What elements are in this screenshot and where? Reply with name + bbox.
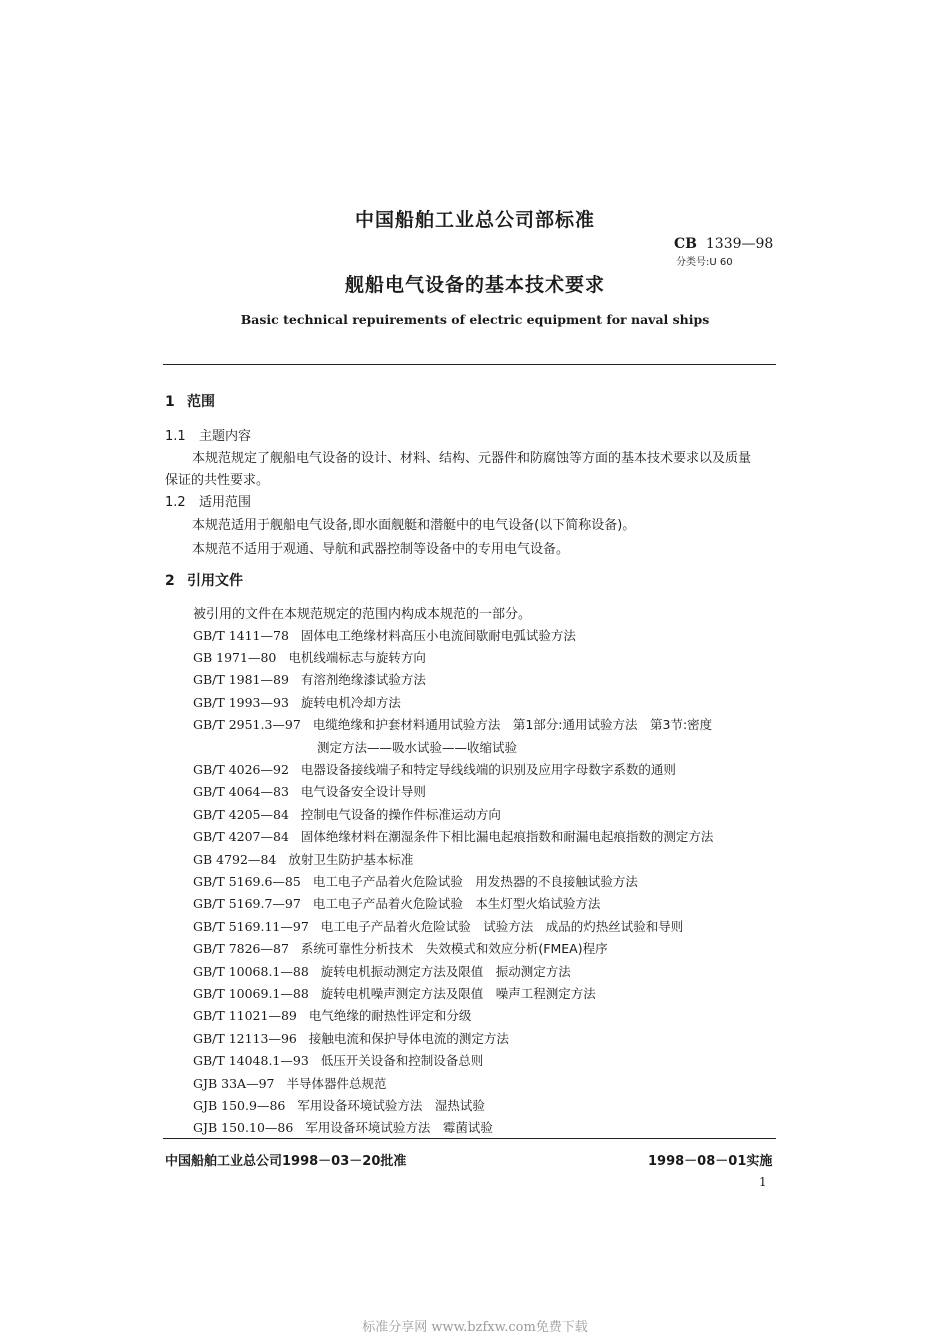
section-2-intro: 被引用的文件在本规范规定的范围内构成本规范的一部分。 (193, 607, 532, 622)
section-1-1-para-line1: 本规范规定了舰船电气设备的设计、材料、结构、元器件和防腐蚀等方面的基本技术要求以及质量 (192, 451, 752, 466)
section-1-1-number: 1.1 (165, 429, 186, 444)
ref-item (193, 782, 426, 800)
section-1-2-para1: 本规范适用于舰船电气设备,即水面舰艇和潜艇中的电气设备(以下简称设备)。 (192, 518, 636, 533)
ref-item (193, 1029, 509, 1047)
ref-code: GB/T 10068.1—88 (193, 964, 309, 979)
ref-code: GB/T 4205—84 (193, 807, 289, 822)
header-rule (163, 364, 776, 365)
section-1-2-title: 适用范围 (199, 495, 252, 510)
ref-title: 旋转电机冷却方法 (300, 695, 401, 710)
ref-title: 电工电子产品着火危险试验 试验方法 成品的灼热丝试验和导则 (320, 919, 684, 934)
ref-item (193, 827, 713, 845)
section-1-1-para-line2: 保证的共性要求。 (165, 473, 270, 488)
ref-title: 军用设备环境试验方法 湿热试验 (297, 1098, 485, 1113)
ref-title: 电工电子产品着火危险试验 本生灯型火焰试验方法 (312, 896, 601, 911)
ref-code: GB 4792—84 (193, 852, 277, 867)
section-1-number: 1 (165, 394, 175, 410)
ref-item (193, 894, 600, 912)
ref-item (193, 872, 638, 890)
ref-code: GB/T 1993—93 (193, 695, 289, 710)
ref-code: GB/T 14048.1—93 (193, 1053, 309, 1068)
standard-code-number: 1339—98 (705, 236, 774, 252)
ref-item (193, 626, 576, 644)
ref-title: 放射卫生防护基本标准 (288, 852, 414, 867)
ref-code: GJB 150.10—86 (193, 1120, 294, 1135)
ref-title: 电工电子产品着火危险试验 用发热器的不良接触试验方法 (312, 874, 638, 889)
section-2-heading (165, 570, 243, 590)
ref-title: 电气设备安全设计导则 (300, 784, 426, 799)
ref-item (193, 962, 571, 980)
ref-title: 电气绝缘的耐热性评定和分级 (308, 1008, 472, 1023)
ref-item (193, 984, 596, 1002)
ref-code: GB/T 5169.11—97 (193, 919, 309, 934)
ref-code: GB/T 10069.1—88 (193, 986, 309, 1001)
ref-code: GB/T 11021—89 (193, 1008, 297, 1023)
implementation-date: 1998－08－01实施 (648, 1154, 773, 1169)
ref-code: GB/T 2951.3—97 (193, 717, 301, 732)
section-1-1-title: 主题内容 (199, 429, 252, 444)
document-title-cn: 舰船电气设备的基本技术要求 (344, 274, 605, 296)
ref-code: GJB 150.9—86 (193, 1098, 286, 1113)
ref-item (193, 939, 608, 957)
watermark-text: 标准分享网 www.bzfxw.com免费下载 (362, 1320, 588, 1335)
ref-item (193, 850, 413, 868)
ref-code: GB/T 5169.7—97 (193, 896, 301, 911)
ref-title: 系统可靠性分析技术 失效模式和效应分析(FMEA)程序 (300, 941, 608, 956)
ref-item (193, 693, 401, 711)
ref-title: 接触电流和保护导体电流的测定方法 (308, 1031, 509, 1046)
ref-code: GB/T 1981—89 (193, 672, 289, 687)
ref-item (193, 1051, 483, 1069)
ref-title: 半导体器件总规范 (286, 1076, 387, 1091)
section-2-title: 引用文件 (187, 573, 243, 589)
standard-code-prefix: CB (674, 236, 697, 252)
section-1-2-para2: 本规范不适用于观通、导航和武器控制等设备中的专用电气设备。 (192, 542, 570, 557)
ref-title-continuation: 测定方法——吸水试验——收缩试验 (317, 740, 518, 755)
page-number: 1 (759, 1175, 767, 1189)
section-1-2-heading (165, 491, 251, 510)
section-2-number: 2 (165, 573, 175, 589)
footer-rule (163, 1138, 776, 1139)
ref-item (193, 1074, 387, 1092)
section-1-title: 范围 (187, 394, 215, 410)
ref-code: GB/T 4207—84 (193, 829, 289, 844)
ref-item (193, 648, 426, 666)
approval-date: 中国船舶工业总公司1998－03－20批准 (165, 1154, 407, 1169)
ref-code: GB/T 4026—92 (193, 762, 289, 777)
classification-number: 分类号:U 60 (676, 257, 733, 268)
ref-title: 控制电气设备的操作件标准运动方向 (300, 807, 501, 822)
ref-title: 固体绝缘材料在潮湿条件下相比漏电起痕指数和耐漏电起痕指数的测定方法 (300, 829, 714, 844)
ref-item (193, 805, 501, 823)
ref-title: 固体电工绝缘材料高压小电流间歇耐电弧试验方法 (300, 628, 576, 643)
ref-item (193, 670, 426, 688)
ref-item (193, 715, 712, 733)
ref-code: GB/T 5169.6—85 (193, 874, 301, 889)
ref-item (193, 1006, 471, 1024)
ref-code: GB/T 4064—83 (193, 784, 289, 799)
org-standard-heading: 中国船舶工业总公司部标准 (354, 209, 595, 231)
ref-code: GB/T 7826—87 (193, 941, 289, 956)
section-1-2-number: 1.2 (165, 495, 186, 510)
section-1-heading (165, 391, 215, 411)
ref-item (193, 1118, 493, 1136)
ref-item (193, 760, 676, 778)
ref-item (193, 1096, 485, 1114)
ref-title: 电缆绝缘和护套材料通用试验方法 第1部分:通用试验方法 第3节:密度 (312, 717, 713, 732)
ref-title: 旋转电机噪声测定方法及限值 噪声工程测定方法 (320, 986, 596, 1001)
ref-code: GB 1971—80 (193, 650, 277, 665)
section-1-1-heading (165, 425, 251, 444)
ref-item (193, 917, 683, 935)
ref-code: GB/T 1411—78 (193, 628, 289, 643)
ref-title: 有溶剂绝缘漆试验方法 (300, 672, 426, 687)
ref-title: 电机线端标志与旋转方向 (288, 650, 426, 665)
ref-title: 旋转电机振动测定方法及限值 振动测定方法 (320, 964, 571, 979)
standard-code (674, 236, 773, 252)
ref-code: GB/T 12113—96 (193, 1031, 297, 1046)
ref-title: 电器设备接线端子和特定导线线端的识别及应用字母数字系数的通则 (300, 762, 676, 777)
ref-title: 低压开关设备和控制设备总则 (320, 1053, 484, 1068)
ref-title: 军用设备环境试验方法 霉菌试验 (305, 1120, 493, 1135)
document-title-en: Basic technical repuirements of electric equipment for naval ships (240, 312, 710, 327)
ref-code: GJB 33A—97 (193, 1076, 275, 1091)
